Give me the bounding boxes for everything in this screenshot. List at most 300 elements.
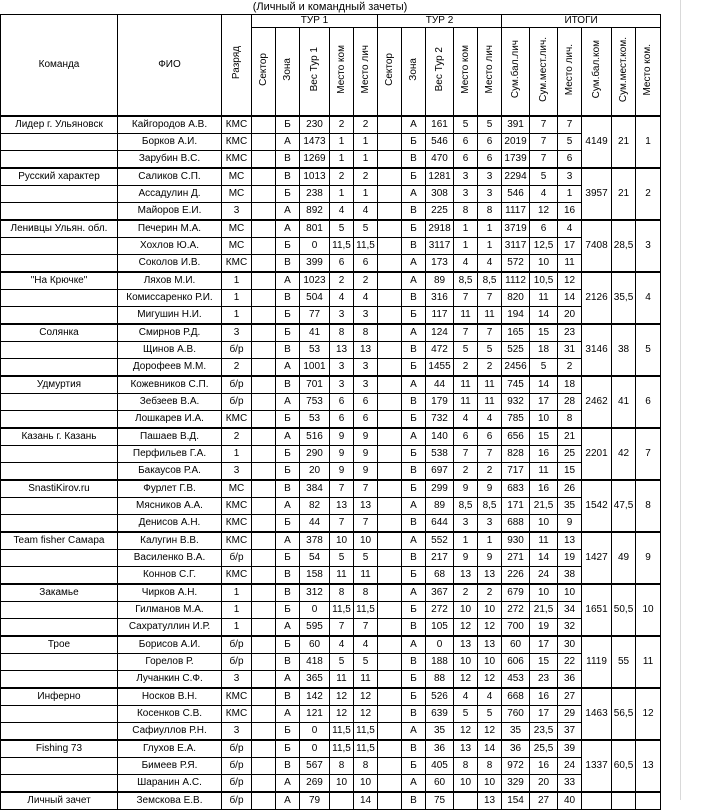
sum-places: 17	[530, 636, 558, 654]
personal-place2: 8	[478, 203, 502, 221]
participant-name: Земскова Е.В.	[118, 792, 222, 810]
personal-place2: 9	[478, 550, 502, 567]
zone2: А	[402, 498, 426, 515]
zone1: А	[276, 706, 300, 723]
team-place1: 8	[330, 584, 354, 602]
participant-name: Кайгородов А.В.	[118, 116, 222, 134]
weight2: 546	[426, 134, 454, 151]
participant-name: Гилманов М.А.	[118, 602, 222, 619]
place-personal: 28	[558, 394, 582, 411]
sector1	[252, 688, 276, 706]
weight1: 378	[300, 532, 330, 550]
rank: КМС	[222, 567, 252, 585]
team-name-empty	[1, 186, 118, 203]
team-name-empty	[1, 706, 118, 723]
sector1	[252, 775, 276, 793]
place-personal: 15	[558, 463, 582, 481]
weight2: 117	[426, 307, 454, 325]
zone1: Б	[276, 324, 300, 342]
zone2: Б	[402, 411, 426, 429]
table-row	[1, 238, 661, 255]
team-points: 1427	[582, 532, 612, 584]
sum-places: 4	[530, 186, 558, 203]
personal-place2: 9	[478, 480, 502, 498]
team-place1: 13	[330, 498, 354, 515]
weight1: 158	[300, 567, 330, 585]
team-name-empty	[1, 567, 118, 585]
place-personal: 2	[558, 359, 582, 377]
participant-name: Лучанкин С.Ф.	[118, 671, 222, 689]
rank: 2	[222, 428, 252, 446]
zone1: Б	[276, 550, 300, 567]
weight1: 230	[300, 116, 330, 134]
zone1: А	[276, 359, 300, 377]
personal-place1: 11	[354, 567, 378, 585]
place-personal: 37	[558, 723, 582, 741]
team-name: Трое	[1, 636, 118, 654]
rank: б/р	[222, 342, 252, 359]
team-place2: 2	[454, 584, 478, 602]
team-places-sum	[612, 792, 636, 810]
personal-place2: 8,5	[478, 498, 502, 515]
personal-place1: 3	[354, 359, 378, 377]
table-row	[1, 584, 661, 602]
personal-place2: 3	[478, 515, 502, 533]
weight1: 365	[300, 671, 330, 689]
sector1	[252, 550, 276, 567]
weight2: 2918	[426, 220, 454, 238]
sector2	[378, 671, 402, 689]
weight1: 892	[300, 203, 330, 221]
header-personal-place: Место лич	[354, 28, 378, 117]
zone1: В	[276, 758, 300, 775]
weight1: 290	[300, 446, 330, 463]
personal-place1: 3	[354, 307, 378, 325]
table-row	[1, 203, 661, 221]
zone1: Б	[276, 446, 300, 463]
team-name: Ленивцы Ульян. обл.	[1, 220, 118, 238]
weight1: 238	[300, 186, 330, 203]
place-personal: 34	[558, 602, 582, 619]
team-place1: 2	[330, 116, 354, 134]
sector2	[378, 220, 402, 238]
zone1: А	[276, 775, 300, 793]
zone1: Б	[276, 116, 300, 134]
personal-place1: 7	[354, 619, 378, 637]
table-row	[1, 498, 661, 515]
sum-points: 272	[502, 602, 530, 619]
weight2: 552	[426, 532, 454, 550]
zone1: В	[276, 567, 300, 585]
rank: 1	[222, 602, 252, 619]
sector1	[252, 636, 276, 654]
team-name-empty	[1, 550, 118, 567]
team-place1: 8	[330, 758, 354, 775]
header-rank: Разряд	[222, 15, 252, 117]
zone2: А	[402, 775, 426, 793]
team-final-place: 8	[636, 480, 661, 532]
weight2: 105	[426, 619, 454, 637]
weight1: 82	[300, 498, 330, 515]
table-row	[1, 168, 661, 186]
team-name-empty	[1, 775, 118, 793]
sum-places: 16	[530, 480, 558, 498]
rank: КМС	[222, 255, 252, 273]
team-place2: 12	[454, 723, 478, 741]
sum-points: 606	[502, 654, 530, 671]
team-place2: 8	[454, 203, 478, 221]
team-place2: 3	[454, 515, 478, 533]
team-name-empty	[1, 498, 118, 515]
rank: КМС	[222, 151, 252, 169]
zone1: Б	[276, 740, 300, 758]
team-place2: 8,5	[454, 272, 478, 290]
weight2: 639	[426, 706, 454, 723]
participant-name: Чирков А.Н.	[118, 584, 222, 602]
weight1: 77	[300, 307, 330, 325]
participant-name: Борисов А.И.	[118, 636, 222, 654]
weight1: 0	[300, 723, 330, 741]
personal-place1: 4	[354, 636, 378, 654]
team-final-place: 1	[636, 116, 661, 168]
personal-place1: 5	[354, 550, 378, 567]
rank: б/р	[222, 775, 252, 793]
personal-place1: 6	[354, 394, 378, 411]
team-place1: 3	[330, 307, 354, 325]
sum-places: 5	[530, 359, 558, 377]
team-name: Солянка	[1, 324, 118, 342]
weight2: 1281	[426, 168, 454, 186]
weight1: 41	[300, 324, 330, 342]
participant-name: Носков В.Н.	[118, 688, 222, 706]
rank: б/р	[222, 550, 252, 567]
sum-places: 15	[530, 324, 558, 342]
team-name-empty	[1, 515, 118, 533]
sum-points: 828	[502, 446, 530, 463]
weight2: 68	[426, 567, 454, 585]
zone1: В	[276, 688, 300, 706]
rank: 1	[222, 290, 252, 307]
sum-points: 572	[502, 255, 530, 273]
rank: 1	[222, 446, 252, 463]
sector2	[378, 636, 402, 654]
personal-place2: 12	[478, 671, 502, 689]
zone1: А	[276, 220, 300, 238]
weight1: 79	[300, 792, 330, 810]
team-place2	[454, 792, 478, 810]
zone2: В	[402, 290, 426, 307]
weight2: 644	[426, 515, 454, 533]
team-place1	[330, 792, 354, 810]
place-personal: 4	[558, 220, 582, 238]
header-team-place-final: Место ком.	[636, 28, 661, 117]
team-name: SnastiKirov.ru	[1, 480, 118, 498]
sector2	[378, 567, 402, 585]
team-place2: 8	[454, 758, 478, 775]
team-place1: 13	[330, 342, 354, 359]
personal-place1: 4	[354, 290, 378, 307]
weight1: 0	[300, 740, 330, 758]
sector2	[378, 255, 402, 273]
weight2: 44	[426, 376, 454, 394]
personal-place2: 2	[478, 463, 502, 481]
personal-place1: 12	[354, 706, 378, 723]
team-name-empty	[1, 307, 118, 325]
personal-place1: 4	[354, 203, 378, 221]
sum-places: 11	[530, 532, 558, 550]
team-name-empty	[1, 203, 118, 221]
personal-place2: 4	[478, 688, 502, 706]
rank: б/р	[222, 654, 252, 671]
place-personal: 9	[558, 515, 582, 533]
zone1: Б	[276, 238, 300, 255]
sum-places: 18	[530, 342, 558, 359]
zone1: В	[276, 584, 300, 602]
rank: КМС	[222, 515, 252, 533]
rank: 3	[222, 203, 252, 221]
personal-place1: 8	[354, 758, 378, 775]
zone1: В	[276, 168, 300, 186]
zone1: Б	[276, 602, 300, 619]
personal-place2: 6	[478, 428, 502, 446]
personal-place1: 11,5	[354, 723, 378, 741]
sector2	[378, 359, 402, 377]
weight1: 504	[300, 290, 330, 307]
team-place2: 3	[454, 168, 478, 186]
weight1: 595	[300, 619, 330, 637]
zone1: Б	[276, 411, 300, 429]
weight1: 54	[300, 550, 330, 567]
sum-places: 16	[530, 688, 558, 706]
header-fio: ФИО	[118, 15, 222, 117]
zone1: А	[276, 203, 300, 221]
place-personal: 14	[558, 290, 582, 307]
personal-place2: 4	[478, 411, 502, 429]
team-places-sum: 55	[612, 636, 636, 688]
weight2: 225	[426, 203, 454, 221]
place-personal: 17	[558, 238, 582, 255]
team-place2: 13	[454, 636, 478, 654]
place-personal: 18	[558, 376, 582, 394]
team-places-sum: 56,5	[612, 688, 636, 740]
zone2: Б	[402, 671, 426, 689]
weight2: 36	[426, 740, 454, 758]
team-final-place: 13	[636, 740, 661, 792]
weight2: 308	[426, 186, 454, 203]
team-place1: 9	[330, 428, 354, 446]
zone2: А	[402, 532, 426, 550]
sector1	[252, 480, 276, 498]
rank: МС	[222, 220, 252, 238]
personal-place2: 5	[478, 116, 502, 134]
participant-name: Сафиуллов Р.Н.	[118, 723, 222, 741]
place-personal: 8	[558, 411, 582, 429]
team-place2: 10	[454, 775, 478, 793]
table-row	[1, 671, 661, 689]
sector1	[252, 567, 276, 585]
team-name: "На Крючке"	[1, 272, 118, 290]
zone1: Б	[276, 636, 300, 654]
weight1: 142	[300, 688, 330, 706]
team-name: Лидер г. Ульяновск	[1, 116, 118, 134]
team-place2: 9	[454, 480, 478, 498]
weight2: 472	[426, 342, 454, 359]
header-team-place: Место ком	[454, 28, 478, 117]
sector2	[378, 723, 402, 741]
weight1: 384	[300, 480, 330, 498]
participant-name: Косенков С.В.	[118, 706, 222, 723]
sum-points: 972	[502, 758, 530, 775]
place-personal: 35	[558, 498, 582, 515]
place-personal: 30	[558, 636, 582, 654]
team-place1: 9	[330, 463, 354, 481]
sum-points: 717	[502, 463, 530, 481]
personal-place2: 1	[478, 238, 502, 255]
sector1	[252, 619, 276, 637]
team-place2: 8,5	[454, 498, 478, 515]
zone1: А	[276, 272, 300, 290]
team-place1: 9	[330, 446, 354, 463]
personal-place2: 11	[478, 376, 502, 394]
personal-place1: 11,5	[354, 238, 378, 255]
sum-points: 745	[502, 376, 530, 394]
team-places-sum: 50,5	[612, 584, 636, 636]
personal-place2: 5	[478, 706, 502, 723]
sum-places: 17	[530, 394, 558, 411]
team-place1: 4	[330, 290, 354, 307]
sector2	[378, 775, 402, 793]
team-name-empty	[1, 134, 118, 151]
team-name-empty	[1, 619, 118, 637]
place-personal: 26	[558, 480, 582, 498]
header-sum-team-points: Сум.бал.ком	[582, 28, 612, 117]
zone1: А	[276, 498, 300, 515]
place-personal: 20	[558, 307, 582, 325]
weight1: 567	[300, 758, 330, 775]
participant-name: Кожевников С.П.	[118, 376, 222, 394]
personal-place2: 11	[478, 394, 502, 411]
weight2: 89	[426, 498, 454, 515]
rank: 1	[222, 584, 252, 602]
sum-places: 17	[530, 706, 558, 723]
participant-name: Ляхов М.И.	[118, 272, 222, 290]
sector1	[252, 740, 276, 758]
sum-points: 820	[502, 290, 530, 307]
sector1	[252, 515, 276, 533]
weight1: 121	[300, 706, 330, 723]
personal-place1: 3	[354, 376, 378, 394]
team-name-empty	[1, 446, 118, 463]
table-row	[1, 532, 661, 550]
sum-places: 10	[530, 584, 558, 602]
zone2: А	[402, 255, 426, 273]
team-final-place: 11	[636, 636, 661, 688]
sector2	[378, 498, 402, 515]
weight1: 44	[300, 515, 330, 533]
sum-places: 15	[530, 428, 558, 446]
table-row	[1, 376, 661, 394]
sum-places: 15	[530, 654, 558, 671]
header-sector: Сектор	[252, 28, 276, 117]
zone2: В	[402, 151, 426, 169]
sum-places: 21,5	[530, 498, 558, 515]
zone1: Б	[276, 463, 300, 481]
team-place2: 5	[454, 116, 478, 134]
place-personal: 25	[558, 446, 582, 463]
zone1: В	[276, 151, 300, 169]
sum-points: 2019	[502, 134, 530, 151]
weight1: 701	[300, 376, 330, 394]
sector2	[378, 792, 402, 810]
team-place1: 11	[330, 567, 354, 585]
zone2: Б	[402, 307, 426, 325]
sector2	[378, 584, 402, 602]
sum-places: 14	[530, 307, 558, 325]
table-row	[1, 324, 661, 342]
personal-place2: 11	[478, 307, 502, 325]
zone2: А	[402, 428, 426, 446]
personal-place1: 13	[354, 498, 378, 515]
zone2: А	[402, 272, 426, 290]
weight2: 697	[426, 463, 454, 481]
table-row	[1, 706, 661, 723]
header-totals: ИТОГИ	[502, 15, 661, 28]
sector1	[252, 238, 276, 255]
sector2	[378, 411, 402, 429]
personal-place2: 12	[478, 723, 502, 741]
personal-place1: 14	[354, 792, 378, 810]
header-weight2: Вес Тур 2	[426, 28, 454, 117]
sector2	[378, 654, 402, 671]
place-personal: 39	[558, 740, 582, 758]
table-row	[1, 342, 661, 359]
personal-place2: 7	[478, 324, 502, 342]
place-personal: 13	[558, 532, 582, 550]
participant-name: Борков А.И.	[118, 134, 222, 151]
team-place1: 7	[330, 515, 354, 533]
sum-points: 36	[502, 740, 530, 758]
weight1: 53	[300, 342, 330, 359]
participant-name: Дорофеев М.М.	[118, 359, 222, 377]
sum-points: 683	[502, 480, 530, 498]
participant-name: Зебзеев В.А.	[118, 394, 222, 411]
sum-points: 760	[502, 706, 530, 723]
zone2: В	[402, 706, 426, 723]
personal-place2: 3	[478, 168, 502, 186]
team-name: Казань г. Казань	[1, 428, 118, 446]
sum-places: 11	[530, 463, 558, 481]
personal-place2: 5	[478, 342, 502, 359]
team-places-sum: 41	[612, 376, 636, 428]
team-place2: 9	[454, 550, 478, 567]
rank: 1	[222, 307, 252, 325]
zone1: В	[276, 342, 300, 359]
sum-places: 20	[530, 775, 558, 793]
sector1	[252, 186, 276, 203]
team-place2: 4	[454, 255, 478, 273]
sum-points: 271	[502, 550, 530, 567]
place-personal: 32	[558, 619, 582, 637]
participant-name: Соколов И.В.	[118, 255, 222, 273]
sector1	[252, 255, 276, 273]
zone1: В	[276, 480, 300, 498]
team-place2: 3	[454, 186, 478, 203]
weight1: 1269	[300, 151, 330, 169]
team-final-place: 5	[636, 324, 661, 376]
team-place1: 7	[330, 480, 354, 498]
team-place2: 11	[454, 376, 478, 394]
team-place2: 5	[454, 706, 478, 723]
